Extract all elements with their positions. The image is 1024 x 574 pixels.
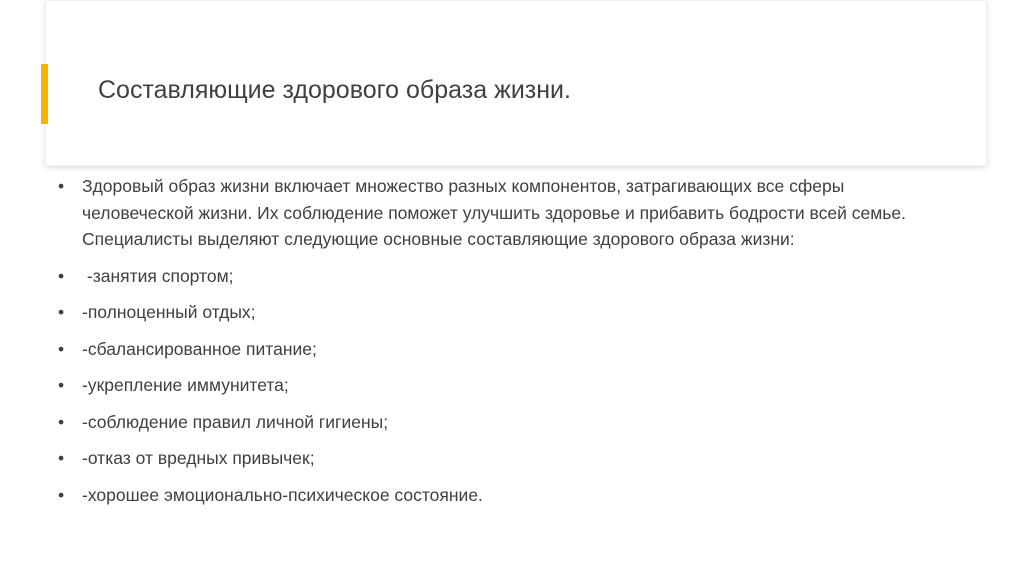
- accent-bar: [41, 64, 48, 124]
- list-item: [58, 445, 938, 472]
- list-item-text: -полноценный отдых;: [82, 302, 256, 322]
- bullet-icon: •: [58, 484, 65, 505]
- bullet-icon: •: [58, 375, 65, 395]
- list-item-text: -сбалансированное питание;: [82, 338, 317, 359]
- content-list: [58, 173, 938, 518]
- bullet-icon: •: [58, 176, 65, 196]
- slide-title: Составляющие здорового образа жизни.: [98, 76, 571, 104]
- bullet-icon: •: [58, 448, 65, 468]
- list-item: [58, 336, 938, 363]
- list-item-text: -укрепление иммунитета;: [82, 375, 289, 395]
- list-item-intro: [58, 173, 938, 253]
- list-item: [58, 299, 938, 326]
- bullet-icon: •: [58, 302, 65, 322]
- intro-paragraph: Здоровый образ жизни включает множество разных компонентов, затрагивающих все сферы человеческой жизни. Их соблюдение поможет улучшить здоровье и прибавить бодрости всей семье. Специалисты выделяют следующие основные составляющие здорового образа жизни:: [82, 176, 906, 249]
- list-item-text: -хорошее эмоционально-психическое состояние.: [82, 484, 483, 505]
- list-item: [58, 263, 938, 290]
- list-item-text: -занятия спортом;: [82, 265, 234, 286]
- list-item: [58, 409, 938, 436]
- list-item: [58, 482, 938, 509]
- bullet-icon: •: [58, 265, 65, 286]
- bullet-icon: •: [58, 338, 65, 359]
- list-item-text: -соблюдение правил личной гигиены;: [82, 411, 389, 432]
- list-item: [58, 372, 938, 399]
- bullet-icon: •: [58, 411, 65, 432]
- list-item-text: -отказ от вредных привычек;: [82, 448, 315, 468]
